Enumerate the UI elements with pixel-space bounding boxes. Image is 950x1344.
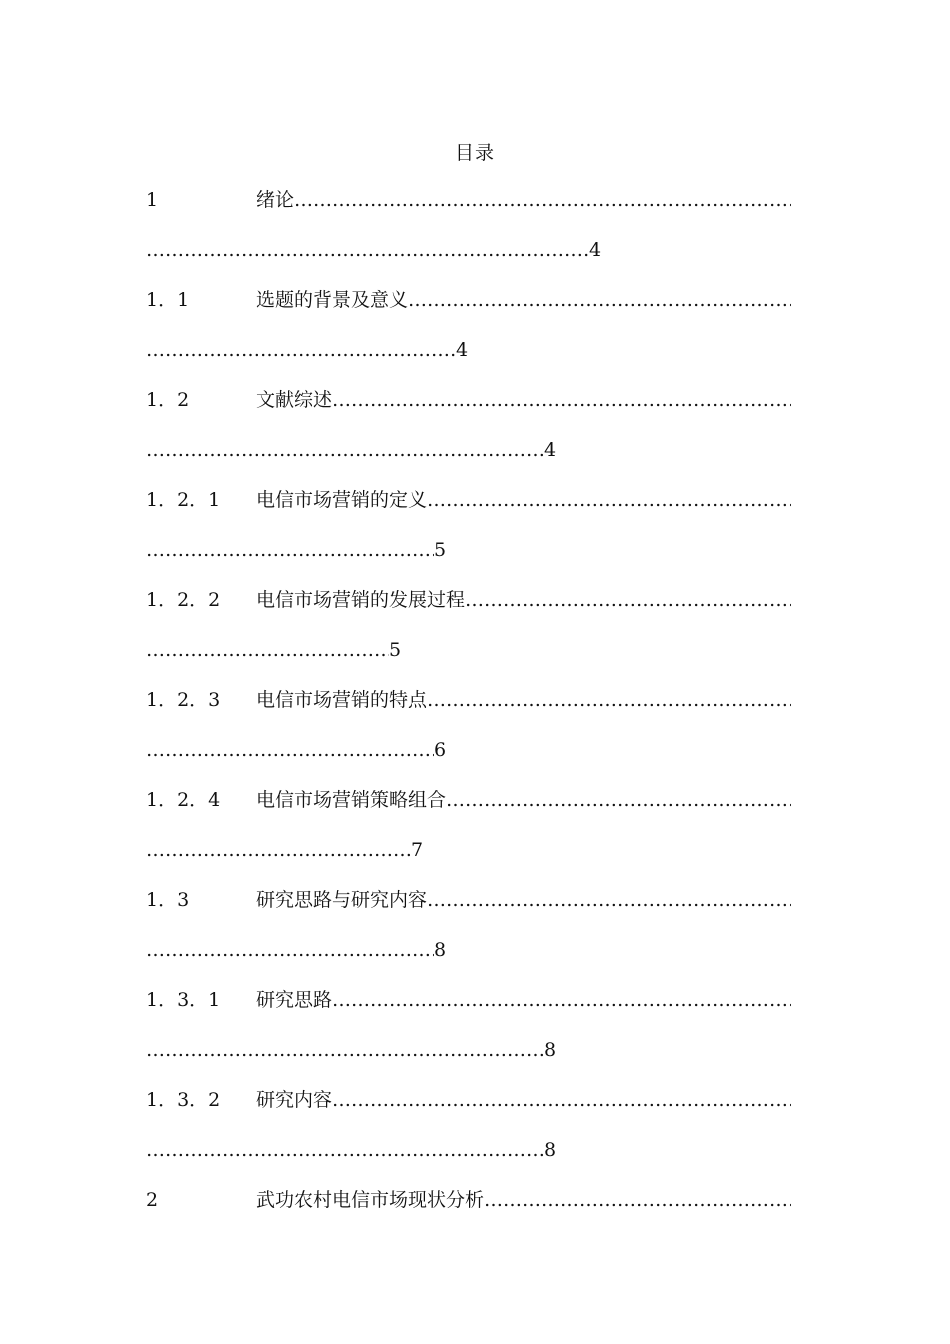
dot-leader xyxy=(332,1086,791,1114)
page-number: 4 xyxy=(456,339,469,361)
dot-leader xyxy=(465,586,791,614)
page-number: 5 xyxy=(389,639,402,661)
toc-entry[interactable] xyxy=(146,986,791,1086)
section-title: 武功农村电信市场现状分析 xyxy=(256,1189,485,1211)
section-number: 1．2．2 xyxy=(146,589,221,611)
dot-leader xyxy=(427,486,791,514)
page-number: 4 xyxy=(589,239,602,261)
dot-leader xyxy=(146,836,411,864)
page-number: 4 xyxy=(544,439,557,461)
dot-leader xyxy=(427,886,791,914)
section-number: 2 xyxy=(146,1189,159,1211)
section-number: 1．2．4 xyxy=(146,789,221,811)
dot-leader xyxy=(146,736,434,764)
dot-leader xyxy=(332,986,791,1014)
section-title: 电信市场营销的特点 xyxy=(256,689,428,711)
dot-leader xyxy=(146,336,456,364)
section-title: 电信市场营销的定义 xyxy=(256,489,428,511)
section-title: 选题的背景及意义 xyxy=(256,289,409,311)
page-number: 5 xyxy=(434,539,447,561)
section-title: 研究思路 xyxy=(256,989,333,1011)
toc-entry[interactable] xyxy=(146,186,791,286)
table-of-contents xyxy=(146,186,791,1286)
toc-entry[interactable] xyxy=(146,886,791,986)
page-number: 8 xyxy=(544,1139,557,1161)
dot-leader xyxy=(146,936,434,964)
section-title: 研究内容 xyxy=(256,1089,333,1111)
section-title: 电信市场营销策略组合 xyxy=(256,789,447,811)
dot-leader xyxy=(146,636,389,664)
section-number: 1．3 xyxy=(146,889,190,911)
section-title: 文献综述 xyxy=(256,389,333,411)
dot-leader xyxy=(408,286,791,314)
section-title: 电信市场营销的发展过程 xyxy=(256,589,466,611)
toc-entry[interactable] xyxy=(146,786,791,886)
dot-leader xyxy=(294,186,791,214)
section-title: 绪论 xyxy=(256,189,295,211)
section-number: 1．2．3 xyxy=(146,689,221,711)
page-number: 6 xyxy=(434,739,447,761)
section-number: 1．1 xyxy=(146,289,190,311)
dot-leader xyxy=(332,386,791,414)
dot-leader xyxy=(146,236,589,264)
dot-leader xyxy=(146,1136,544,1164)
toc-entry[interactable] xyxy=(146,286,791,386)
section-number: 1．3．1 xyxy=(146,989,221,1011)
toc-entry[interactable] xyxy=(146,586,791,686)
toc-entry[interactable] xyxy=(146,686,791,786)
page-number: 8 xyxy=(544,1039,557,1061)
toc-entry[interactable] xyxy=(146,1186,791,1286)
section-title: 研究思路与研究内容 xyxy=(256,889,428,911)
dot-leader xyxy=(146,436,544,464)
dot-leader xyxy=(146,536,434,564)
dot-leader xyxy=(484,1186,791,1214)
section-number: 1 xyxy=(146,189,159,211)
dot-leader xyxy=(427,686,791,714)
toc-entry[interactable] xyxy=(146,1086,791,1186)
toc-entry[interactable] xyxy=(146,486,791,586)
toc-entry[interactable] xyxy=(146,386,791,486)
page-number: 8 xyxy=(434,939,447,961)
page-number: 7 xyxy=(411,839,424,861)
dot-leader xyxy=(446,786,791,814)
toc-heading: 目录 xyxy=(454,142,495,164)
section-number: 1．2．1 xyxy=(146,489,221,511)
section-number: 1．3．2 xyxy=(146,1089,221,1111)
dot-leader xyxy=(146,1036,544,1064)
section-number: 1．2 xyxy=(146,389,190,411)
